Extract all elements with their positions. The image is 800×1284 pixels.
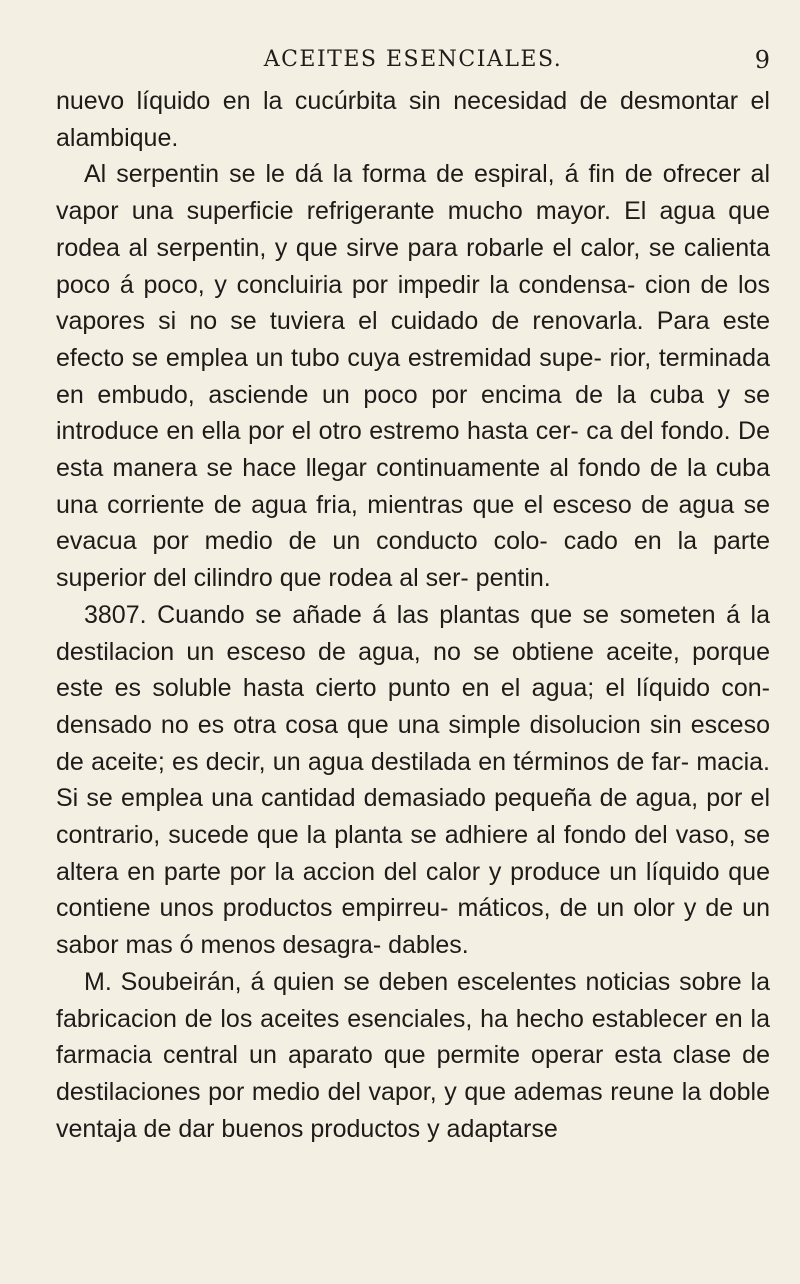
paragraph-1: nuevo líquido en la cucúrbita sin necesidad de desmontar el alambique.	[56, 87, 770, 152]
paragraph-3: 3807. Cuando se añade á las plantas que se someten á la destilacion un esceso de agua, no se obtiene aceite, porque este es soluble hasta cierto punto en el agua; el líquido con- densado no es otra cosa que una simple disolucion sin esceso de aceite; es decir, un agua destilada en términos de far- macia. Si se emplea una cantidad demasiado pequeña de agua, por el contrario, sucede que la planta se adhiere al fondo del vaso, se altera en parte por la accion del calor y produce un líquido que contiene unos productos empirreu- máticos, de un olor y de un sabor mas ó menos desagra- dables.	[56, 600, 770, 960]
running-title: ACEITES ESENCIALES.	[263, 47, 563, 72]
page-header	[56, 44, 770, 76]
page-number: 9	[754, 46, 770, 74]
paragraph-4: M. Soubeirán, á quien se deben escelentes noticias sobre la fabricacion de los aceites esenciales, ha hecho establecer en la farmacia central un aparato que permite operar esta clase de destilaciones por medio del vapor, y que ademas reune la doble ventaja de dar buenos productos y adaptarse	[56, 967, 770, 1143]
body-text	[56, 83, 770, 1147]
paragraph-2: Al serpentin se le dá la forma de espiral, á fin de ofrecer al vapor una superficie refrigerante mucho mayor. El agua que rodea al serpentin, y que sirve para robarle el calor, se calienta poco á poco, y concluiria por impedir la condensa- cion de los vapores si no se tuviera el cuidado de renovarla. Para este efecto se emplea un tubo cuya estremidad supe- rior, terminada en embudo, asciende un poco por encima de la cuba y se introduce en ella por el otro estremo hasta cer- ca del fondo. De esta manera se hace llegar continuamente al fondo de la cuba una corriente de agua fria, mientras que el esceso de agua se evacua por medio de un conducto colo- cado en la parte superior del cilindro que rodea al ser- pentin.	[56, 160, 770, 593]
